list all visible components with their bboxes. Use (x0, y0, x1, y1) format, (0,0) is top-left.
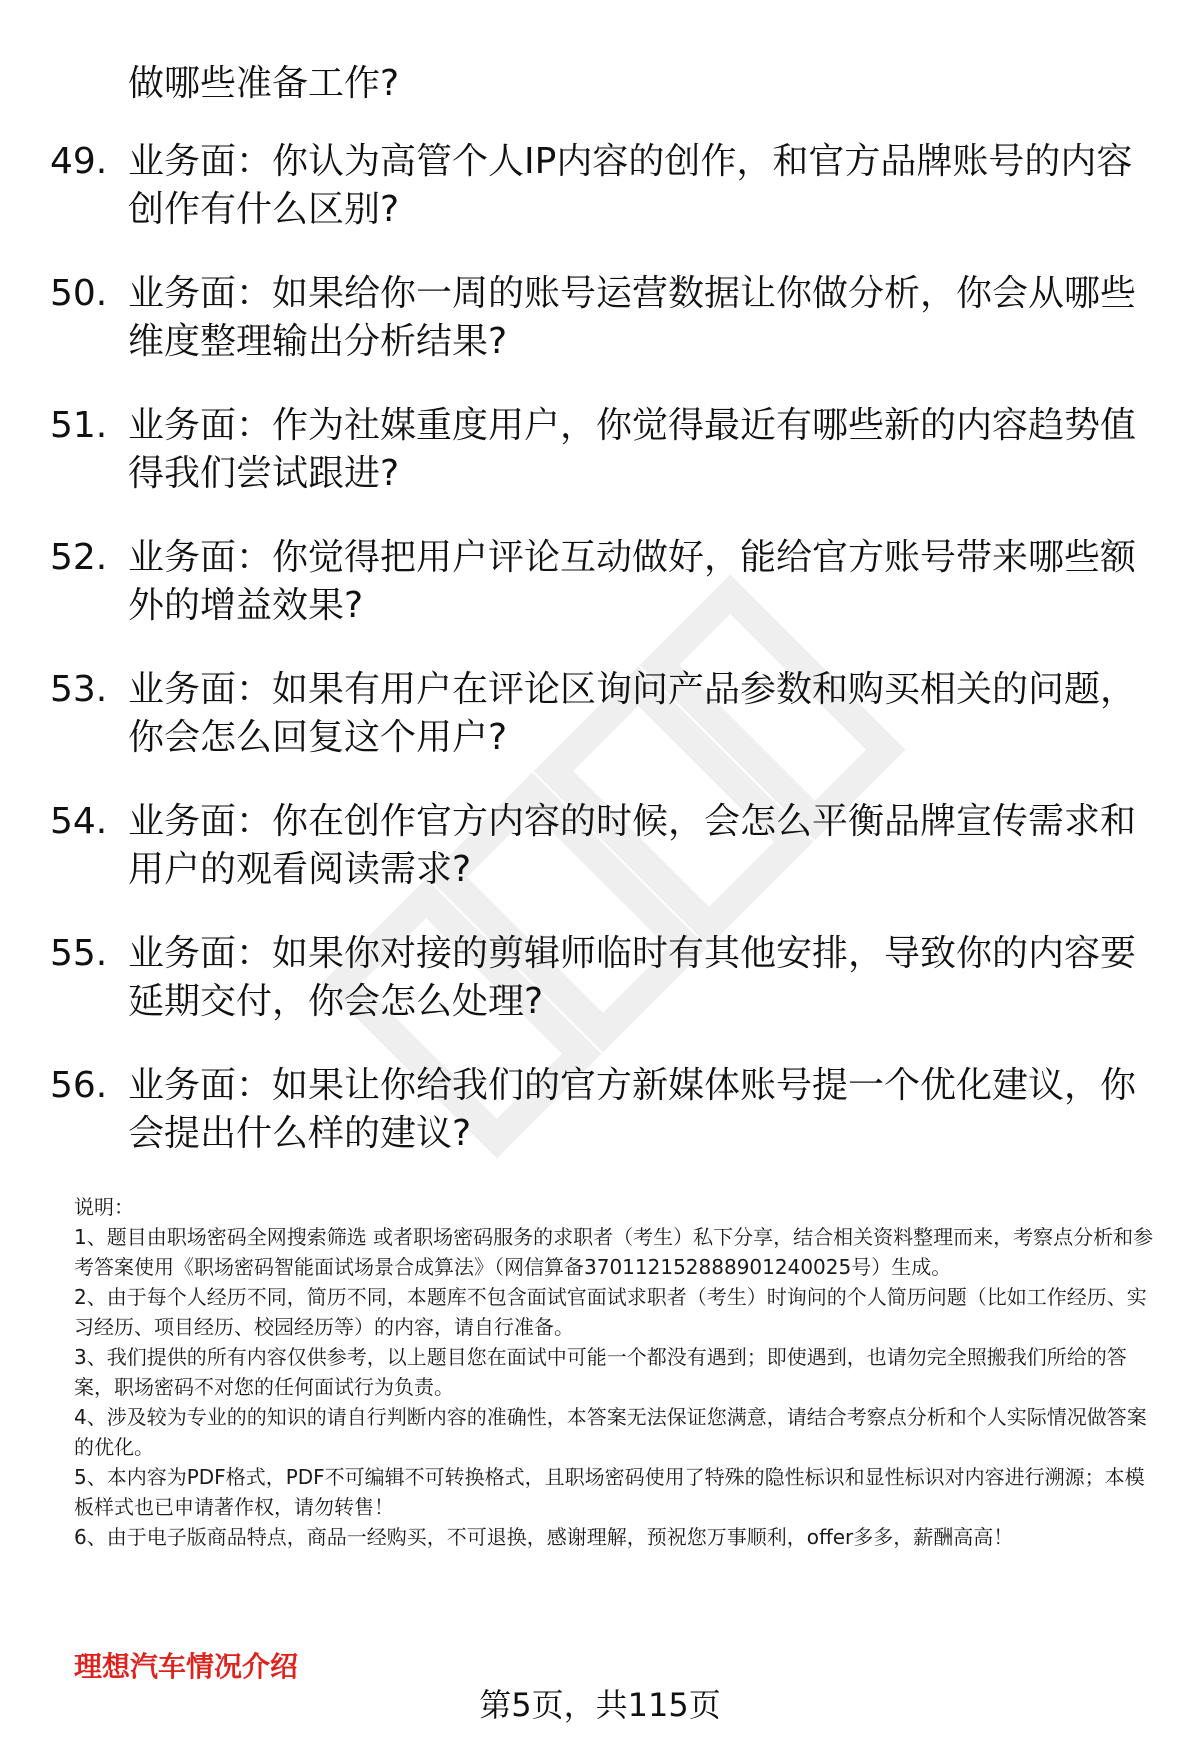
question-number: 50. (50, 273, 108, 314)
question-text: 业务面：如果给你一周的账号运营数据让你做分析，你会从哪些维度整理输出分析结果? (128, 273, 1137, 362)
question-number: 56. (50, 1065, 108, 1106)
note-item: 3、我们提供的所有内容仅供参考，以上题目您在面试中可能一个都没有遇到；即使遇到，也请勿完全照搬我们所给的答案，职场密码不对您的任何面试行为负责。 (74, 1345, 1127, 1399)
question-text: 业务面：你在创作官方内容的时候，会怎么平衡品牌宣传需求和用户的观看阅读需求? (128, 801, 1137, 890)
question-text: 业务面：如果你对接的剪辑师临时有其他安排，导致你的内容要延期交付，你会怎么处理? (128, 933, 1137, 1022)
note-item: 6、由于电子版商品特点，商品一经购买，不可退换，感谢理解，预祝您万事顺利，offer多多，薪酬高高！ (74, 1525, 1014, 1549)
question-number: 49. (50, 141, 108, 182)
continuation-text: 做哪些准备工作? (128, 63, 400, 104)
company-intro-link[interactable]: 理想汽车情况介绍 (74, 1650, 299, 1683)
question-number: 55. (50, 933, 108, 974)
question-item (50, 798, 1150, 894)
question-item (50, 1062, 1150, 1158)
question-item (50, 138, 1150, 234)
question-number: 51. (50, 405, 108, 446)
note-item: 1、题目由职场密码全网搜索筛选 或者职场密码服务的求职者（考生）私下分享，结合相关资料整理而来，考察点分析和参考答案使用《职场密码智能面试场景合成算法》（网信算备370112152888901240025号）生成。 (74, 1225, 1154, 1279)
page-number: 第5页，共115页 (479, 1686, 721, 1724)
question-text: 业务面：你觉得把用户评论互动做好，能给官方账号带来哪些额外的增益效果? (128, 537, 1137, 626)
notes-heading: 说明： (74, 1195, 134, 1219)
note-item: 4、涉及较为专业的的知识的请自行判断内容的准确性，本答案无法保证您满意，请结合考察点分析和个人实际情况做答案的优化。 (74, 1405, 1147, 1459)
disclaimer-notes (74, 1192, 1154, 1552)
question-list (50, 138, 1150, 1194)
question-number: 54. (50, 801, 108, 842)
question-number: 53. (50, 669, 108, 710)
question-text: 业务面：你认为高管个人IP内容的创作，和官方品牌账号的内容创作有什么区别? (128, 141, 1133, 230)
question-text: 业务面：如果有用户在评论区询问产品参数和购买相关的问题，你会怎么回复这个用户? (128, 669, 1137, 758)
question-item (50, 270, 1150, 366)
note-item: 2、由于每个人经历不同，简历不同，本题库不包含面试官面试求职者（考生）时询问的个人简历问题（比如工作经历、实习经历、项目经历、校园经历等）的内容，请自行准备。 (74, 1285, 1147, 1339)
note-item: 5、本内容为PDF格式，PDF不可编辑不可转换格式，且职场密码使用了特殊的隐性标识和显性标识对内容进行溯源；本模板样式也已申请著作权，请勿转售！ (74, 1465, 1145, 1519)
question-item (50, 666, 1150, 762)
question-text: 业务面：如果让你给我们的官方新媒体账号提一个优化建议，你会提出什么样的建议? (128, 1065, 1137, 1154)
question-item (50, 534, 1150, 630)
question-number: 52. (50, 537, 108, 578)
question-item (50, 402, 1150, 498)
question-item (50, 930, 1150, 1026)
question-text: 业务面：作为社媒重度用户，你觉得最近有哪些新的内容趋势值得我们尝试跟进? (128, 405, 1137, 494)
